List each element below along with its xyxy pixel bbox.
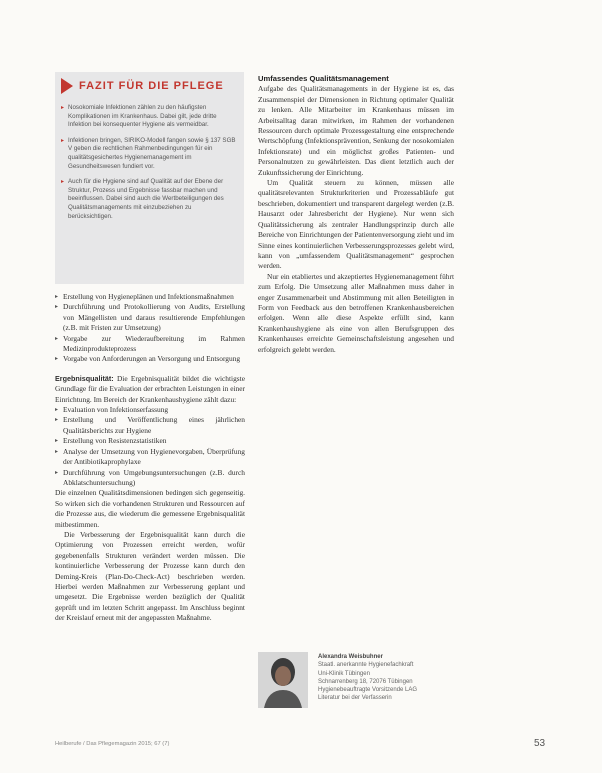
page-footer: Heilberufe / Das Pflegemagazin 2015; 67 (7): [55, 741, 170, 747]
bullet-item: ▸ Vorgabe von Anforderungen an Versorgung und Entsorgung: [55, 354, 245, 364]
author-photo: [258, 652, 308, 708]
right-column: [258, 74, 454, 355]
fazit-item: ▸ Infektionen bringen, SIRIKO-Modell fangen sowie § 137 SGB V geben die rechtlichen Rahmenbedingungen für ein qualitätsgesichertes Hygienemanagement im Gesundheitswesen fundiert vor.: [61, 137, 237, 171]
triangle-icon: [61, 78, 73, 94]
bullet-item: ▸ Erstellung und Veröffentlichung eines jährlichen Qualitätsberichts zur Hygiene: [55, 415, 245, 436]
page-number: 53: [534, 738, 546, 749]
fazit-title-text: FAZIT FÜR DIE PFLEGE: [79, 80, 224, 92]
paragraph: Die einzelnen Qualitätsdimensionen bedingen sich gegenseitig. So wirken sich die vorhandenen Strukturen und Ressourcen auf die Prozesse aus, die wiederum die gemessene Ergebnisqualität mitbestimmen.: [55, 488, 245, 529]
section-heading: Umfassendes Qualitätsmanagement: [258, 74, 389, 83]
fazit-title: [61, 78, 224, 94]
ergebnis-label: Ergebnisqualität:: [55, 373, 114, 383]
author-name: Alexandra Weisbuhner: [318, 654, 383, 660]
portrait-icon: [258, 652, 308, 708]
left-column: [55, 292, 245, 624]
fazit-item: ▸ Auch für die Hygiene sind auf Qualität auf der Ebene der Struktur, Prozess und Ergebnisse fassbar machen und beeinflussen. Dabei sind auch die Wertbeteiligungen des Qualitätsmanagements mit einzubeziehen zu berücksichtigen.: [61, 178, 237, 221]
bullet-item: ▸ Erstellung von Hygieneplänen und Infektionsmaßnahmen: [55, 292, 245, 302]
author-line: Literatur bei der Verfasserin: [318, 695, 392, 702]
author-info: [318, 653, 438, 703]
bullet-item: ▸ Evaluation von Infektionserfassung: [55, 405, 245, 415]
bullet-item: ▸ Durchführung und Protokollierung von Audits, Erstellung von Mängellisten und daraus resultierende Empfehlungen (z.B. mit Fristen zur Umsetzung): [55, 302, 245, 333]
ergebnis-paragraph: [55, 374, 245, 405]
paragraph: Die Verbesserung der Ergebnisqualität kann durch die Optimierung von Prozessen erreicht werden, wofür gegebenenfalls Strukturen verändert werden müssen. Die kontinuierliche Verbesserung der Prozesse kann durch den Deming-Kreis (Plan-Do-Check-Act) beschrieben werden. Hierbei werden Maßnahmen zur Verbesserung geplant und umgesetzt. Die Ergebnisse werden bezüglich der Qualität geprüft und im letzten Schritt angepasst. Im Anschluss beginnt der Kreislauf erneut mit der angepassten Maßnahme.: [55, 529, 245, 623]
paragraph: Um Qualität steuern zu können, müssen alle qualitätsrelevanten Strukturkriterien und Prozessabläufe gut beschrieben, dokumentiert und transparent dargelegt werden (z.B. Hausarzt oder Jahresbericht der Hygiene). Nur wenn sich Qualitätssicherung als zentraler Handlungsprinzip durch alle Bereiche von Einrichtungen der Patientenversorgung zieht und im Sinne eines kontinuierlichen Verbesserungsprozesses gelebt wird, kann von „umfassendem Qualitätsmanagement“ gesprochen werden.: [258, 178, 454, 271]
paragraph: Aufgabe des Qualitätsmanagements in der Hygiene ist es, das Zusammenspiel der Dimensionen in Richtung optimaler Qualität zu lenken. Alle Mitarbeiter im Krankenhaus müssen im Arbeitsalltag daran mitwirken, im Rahmen der vorhandenen Ressourcen durch optimale Prozessgestaltung eine entsprechende Wertschöpfung (Infektionsprävention, Senkung der nosokomialen Infektionsrate) und ein möglichst großes Patienten- und Personalnutzen zu gewährleisten. Das dient letztlich auch der Zukunftssicherung der Einrichtung.: [258, 84, 454, 177]
fazit-list: [61, 104, 237, 228]
ergebnis-text: Die Ergebnisqualität bildet die wichtigste Grundlage für die Evaluation der erbrachten Leistungen in einer Einrichtung. Im Bereich der Krankenhaushygiene zählt dazu:: [55, 373, 245, 404]
fazit-box: [55, 72, 244, 284]
paragraph: Nur ein etabliertes und akzeptiertes Hygienemanagement führt zum Erfolg. Die Umsetzung aller Maßnahmen muss daher in enger Zusammenarbeit und Abstimmung mit allen Beteiligten in Form von Feedback aus den betroffenen Krankenhausbereichen erfolgen. Wenn alle diese Aspekte erfüllt sind, kann Krankenhaushygiene als eine von allen Berufsgruppen des Krankenhauses erreichte Gemeinschaftsleistung angesehen und erfolgreich gelebt werden.: [258, 271, 454, 354]
bullet-item: ▸ Durchführung von Umgebungsuntersuchungen (z.B. durch Abklatschuntersuchung): [55, 468, 245, 489]
fazit-item: ▸ Nosokomiale Infektionen zählen zu den häufigsten Komplikationen im Krankenhaus. Dabei gilt, jede dritte Infektion bei konsequenter Hygiene als vermeidbar.: [61, 104, 237, 130]
bullet-item: ▸ Analyse der Umsetzung von Hygienevorgaben, Überprüfung der Antibiotikaprophylaxe: [55, 447, 245, 468]
author-line: Uni-Klinik Tübingen: [318, 670, 370, 677]
author-line: Schnarrenberg 18, 72076 Tübingen: [318, 678, 413, 685]
structure-bullets: [55, 292, 245, 365]
ergebnis-bullets: [55, 405, 245, 488]
author-line: Hygienebeauftragte Vorsitzende LAG: [318, 687, 418, 694]
bullet-item: ▸ Vorgabe zur Wiederaufbereitung im Rahmen Medizinprodukteprozess: [55, 334, 245, 355]
bullet-item: ▸ Erstellung von Resistenzstatistiken: [55, 436, 245, 446]
author-line: Staatl. anerkannte Hygienefachkraft: [318, 662, 414, 669]
